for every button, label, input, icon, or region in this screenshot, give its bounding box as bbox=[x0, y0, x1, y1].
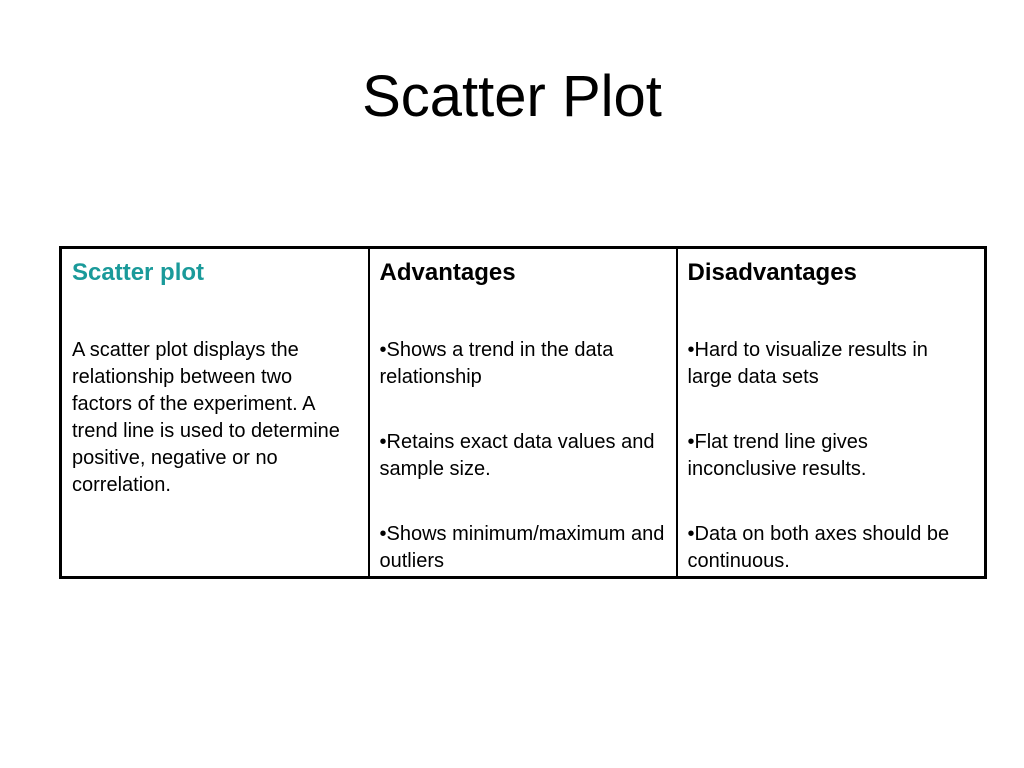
disadvantage-item: •Hard to visualize results in large data sets bbox=[687, 339, 928, 388]
scatter-plot-header: Scatter plot bbox=[72, 259, 205, 286]
advantage-item: •Retains exact data values and sample size. bbox=[379, 431, 655, 480]
advantages-header: Advantages bbox=[379, 259, 516, 286]
scatter-plot-cell bbox=[61, 248, 369, 578]
disadvantage-item: •Flat trend line gives inconclusive results. bbox=[687, 431, 868, 480]
scatter-plot-description: A scatter plot displays the relationship between two factors of the experiment. A trend line is used to determine positive, negative or no correlation. bbox=[72, 339, 340, 496]
disadvantages-header: Disadvantages bbox=[687, 259, 857, 286]
table-row bbox=[61, 248, 986, 578]
disadvantage-item: •Data on both axes should be continuous. bbox=[687, 523, 950, 572]
advantage-item: •Shows minimum/maximum and outliers bbox=[379, 523, 665, 572]
slide-title: Scatter Plot bbox=[362, 64, 662, 129]
advantage-item: •Shows a trend in the data relationship bbox=[379, 339, 614, 388]
disadvantages-cell bbox=[677, 248, 986, 578]
comparison-table bbox=[59, 246, 987, 579]
advantages-cell bbox=[369, 248, 677, 578]
